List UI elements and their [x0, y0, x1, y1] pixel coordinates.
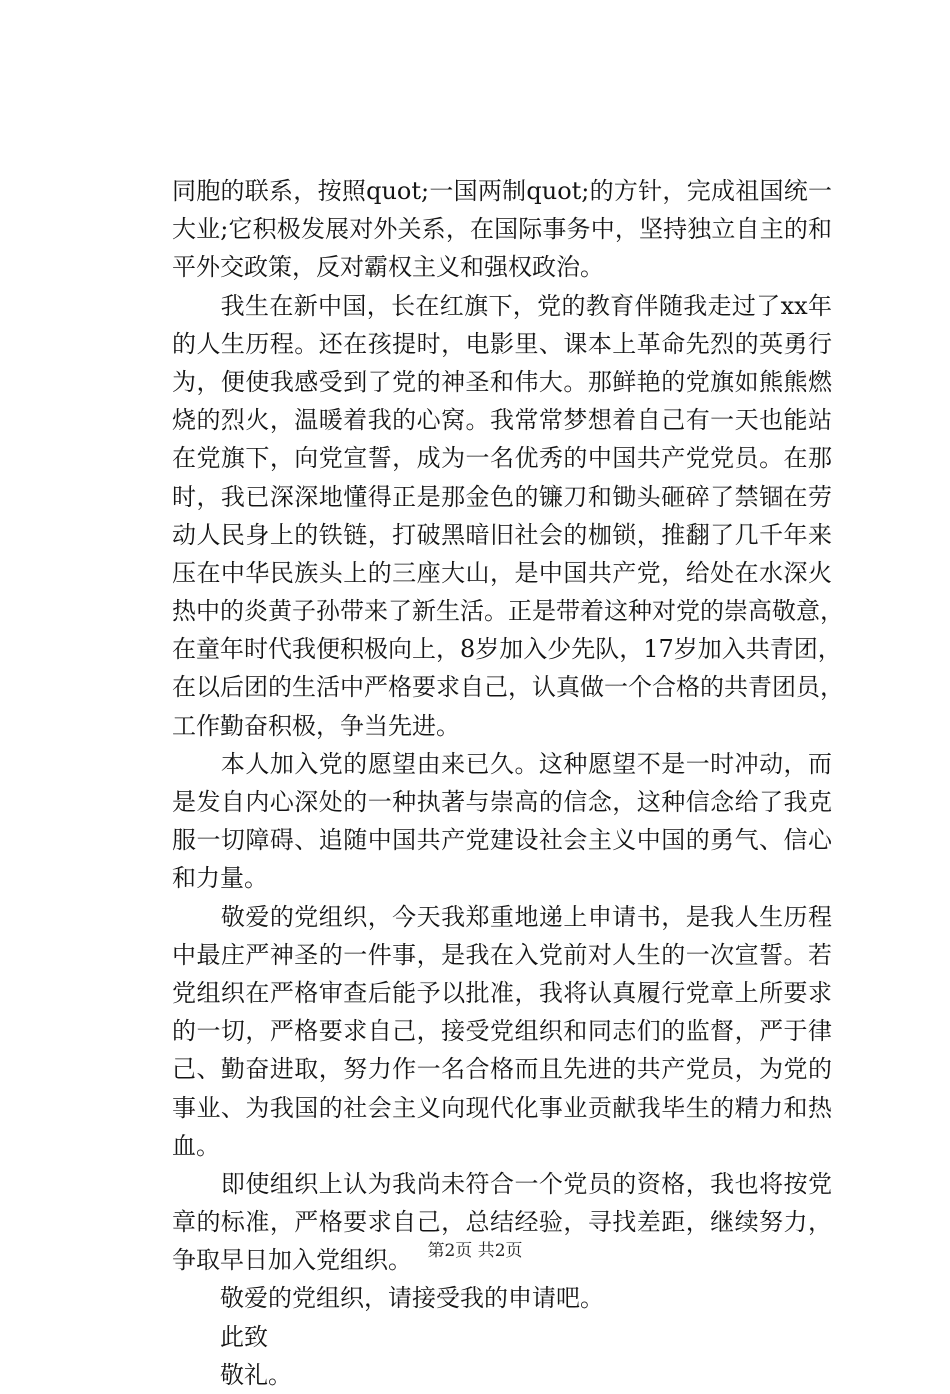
- text-line: 我生在新中国，长在红旗下，党的教育伴随我走过了xx年: [172, 291, 832, 320]
- text-line: 章的标准，严格要求自己，总结经验，寻找差距，继续努力，: [172, 1208, 832, 1237]
- text-line: 的一切，严格要求自己，接受党组织和同志们的监督，严于律: [172, 1017, 832, 1046]
- text-line: 动人民身上的铁链，打破黑暗旧社会的枷锁，推翻了几千年来: [172, 520, 832, 549]
- text-line: 的人生历程。还在孩提时，电影里、课本上革命先烈的英勇行: [172, 329, 832, 358]
- text-line: 本人加入党的愿望由来已久。这种愿望不是一时冲动，而: [172, 749, 832, 778]
- text-line: 血。: [172, 1131, 220, 1160]
- text-line: 即使组织上认为我尚未符合一个党员的资格，我也将按党: [172, 1169, 832, 1198]
- text-line: 大业;它积极发展对外关系，在国际事务中，坚持独立自主的和: [172, 215, 832, 244]
- text-line: 服一切障碍、追随中国共产党建设社会主义中国的勇气、信心: [172, 826, 832, 855]
- text-line: 在童年时代我便积极向上，8岁加入少先队，17岁加入共青团，: [172, 635, 842, 664]
- text-line: 事业、为我国的社会主义向现代化事业贡献我毕生的精力和热: [172, 1093, 832, 1122]
- text-line: 敬爱的党组织，请接受我的申请吧。: [172, 1284, 604, 1313]
- text-line: 己、勤奋进取，努力作一名合格而且先进的共产党员，为党的: [172, 1055, 832, 1084]
- text-line: 敬爱的党组织，今天我郑重地递上申请书，是我人生历程: [172, 902, 832, 931]
- text-line: 热中的炎黄子孙带来了新生活。正是带着这种对党的崇高敬意，: [172, 597, 844, 626]
- text-line: 时，我已深深地懂得正是那金色的镰刀和锄头砸碎了禁锢在劳: [172, 482, 832, 511]
- text-line: 在党旗下，向党宣誓，成为一名优秀的中国共产党党员。在那: [172, 444, 832, 473]
- text-line: 平外交政策，反对霸权主义和强权政治。: [172, 253, 604, 282]
- text-line: 同胞的联系，按照quot;一国两制quot;的方针，完成祖国统一: [172, 177, 832, 205]
- body-text: [172, 172, 844, 1394]
- page-footer: 第2页 共2页: [427, 1241, 523, 1261]
- text-line: 烧的烈火，温暖着我的心窝。我常常梦想着自己有一天也能站: [172, 406, 832, 435]
- text-line: 是发自内心深处的一种执著与崇高的信念，这种信念给了我克: [172, 788, 832, 816]
- text-line: 在以后团的生活中严格要求自己，认真做一个合格的共青团员，: [172, 673, 844, 702]
- text-line: 中最庄严神圣的一件事，是我在入党前对人生的一次宣誓。若: [172, 940, 832, 969]
- text-line: 此致: [172, 1322, 268, 1351]
- text-line: 敬礼。: [172, 1360, 292, 1389]
- text-line: 为，便使我感受到了党的神圣和伟大。那鲜艳的党旗如熊熊燃: [172, 367, 832, 396]
- text-line: 争取早日加入党组织。: [172, 1246, 412, 1275]
- text-line: 工作勤奋积极，争当先进。: [172, 711, 460, 740]
- text-line: 党组织在严格审查后能予以批准，我将认真履行党章上所要求: [172, 978, 832, 1007]
- text-line: 压在中华民族头上的三座大山，是中国共产党，给处在水深火: [172, 558, 832, 587]
- text-line: 和力量。: [172, 864, 268, 893]
